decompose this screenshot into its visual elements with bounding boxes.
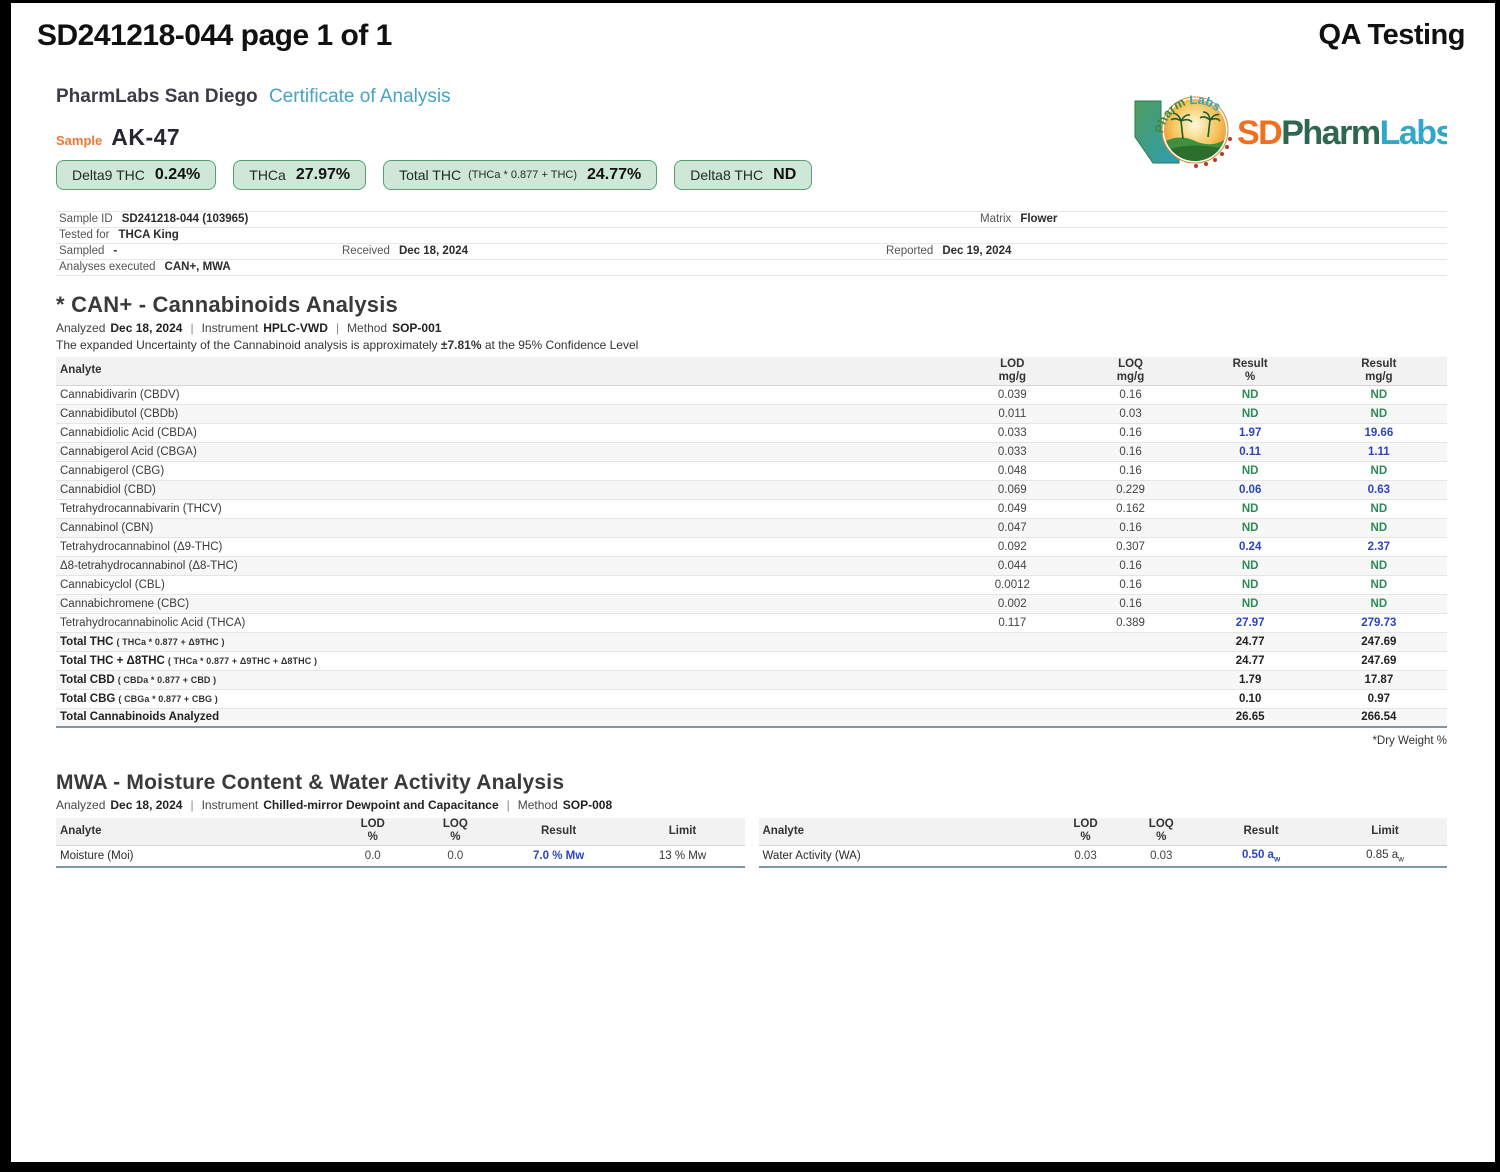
total-label: Total CBD xyxy=(60,673,115,686)
badge-value: 27.97% xyxy=(295,166,351,183)
table-header-cell xyxy=(414,818,497,845)
mwa-section-title: MWA - Moisture Content & Water Activity Analysis xyxy=(56,771,565,794)
total-label-cell xyxy=(56,689,953,708)
lod-cell: 0.047 xyxy=(953,518,1071,537)
analyte-cell: Cannabidivarin (CBDV) xyxy=(56,385,953,404)
total-formula: ( CBDa * 0.877 + CBD ) xyxy=(117,674,217,685)
result-pct-cell: ND xyxy=(1190,556,1311,575)
content xyxy=(56,86,1447,868)
header-line1: Result xyxy=(1243,824,1279,837)
total-label: Total CBG xyxy=(60,692,116,705)
mwa-moisture-table xyxy=(56,818,745,868)
total-formula: ( THCa * 0.877 + Δ9THC ) xyxy=(116,636,225,647)
result-pct-cell: 0.11 xyxy=(1190,442,1311,461)
header-line1: Analyte xyxy=(60,824,102,837)
meta-value: Dec 18, 2024 xyxy=(110,798,183,812)
info-pair xyxy=(56,228,179,243)
limit-cell: 0.85 $a_w$ xyxy=(1323,845,1447,867)
analyte-cell: Cannabichromene (CBC) xyxy=(56,594,953,613)
analyte-cell: Cannabigerol (CBG) xyxy=(56,461,953,480)
sample-row xyxy=(56,124,1447,151)
table-row xyxy=(56,594,1447,613)
total-label-cell xyxy=(56,708,953,727)
header-line2: mg/g xyxy=(998,370,1027,383)
totals-row xyxy=(56,708,1447,727)
result-pct-cell: ND xyxy=(1190,594,1311,613)
info-label: Tested for xyxy=(59,229,110,241)
result-pct-cell: 26.65 xyxy=(1190,708,1311,727)
table-row xyxy=(56,537,1447,556)
meta-label: Analyzed xyxy=(56,321,106,335)
lod-cell xyxy=(953,708,1071,727)
totals-row xyxy=(56,689,1447,708)
table-row xyxy=(56,423,1447,442)
lod-cell xyxy=(953,689,1071,708)
table-row xyxy=(56,575,1447,594)
table-row xyxy=(56,385,1447,404)
analyte-cell: Cannabicyclol (CBL) xyxy=(56,575,953,594)
table-header-cell xyxy=(331,818,414,845)
totals-row xyxy=(56,670,1447,689)
badge-label: Total THC xyxy=(399,167,462,183)
meta-label: Instrument xyxy=(201,321,259,335)
qa-testing-label: QA Testing xyxy=(1318,19,1465,51)
result-pct-cell: ND xyxy=(1190,404,1311,423)
analyte-cell: Cannabidibutol (CBDb) xyxy=(56,404,953,423)
logo-wordmark: SDPharmLabs xyxy=(1237,114,1447,152)
header-line1: LOQ xyxy=(1118,357,1143,370)
result-mg-cell: 19.66 xyxy=(1311,423,1447,442)
lod-cell: 0.0 xyxy=(331,845,414,867)
result-mg-cell: 1.11 xyxy=(1311,442,1447,461)
cannabinoids-table-head xyxy=(56,357,1447,385)
badge-label: Delta9 THC xyxy=(72,167,145,183)
result-mg-cell: 266.54 xyxy=(1311,708,1447,727)
table-row xyxy=(56,442,1447,461)
thc-badge xyxy=(674,160,812,190)
result-pct-cell: 24.77 xyxy=(1190,651,1311,670)
lod-cell xyxy=(953,651,1071,670)
header-line1: Result xyxy=(1232,357,1268,370)
loq-cell: 0.162 xyxy=(1071,499,1189,518)
header-line2: % xyxy=(450,831,461,844)
lod-cell: 0.011 xyxy=(953,404,1071,423)
uncertainty-note xyxy=(56,338,1447,352)
header-line2: % xyxy=(1156,831,1167,844)
badge-label: THCa xyxy=(249,167,286,183)
result-pct-cell: 0.24 xyxy=(1190,537,1311,556)
cannabinoids-table-body xyxy=(56,385,1447,727)
loq-cell: 0.16 xyxy=(1071,461,1189,480)
cannabinoids-section-title: * CAN+ - Cannabinoids Analysis xyxy=(56,292,398,317)
emblem-labs-text: Labs xyxy=(1188,92,1224,114)
sample-info-row xyxy=(56,260,1447,276)
loq-cell xyxy=(1071,708,1189,727)
table-header-cell xyxy=(1048,818,1124,845)
meta-value: HPLC-VWD xyxy=(263,321,328,335)
lod-cell: 0.039 xyxy=(953,385,1071,404)
lod-cell: 0.092 xyxy=(953,537,1071,556)
info-value: THCA King xyxy=(118,229,179,241)
result-mg-cell: ND xyxy=(1311,575,1447,594)
info-value: Dec 18, 2024 xyxy=(398,245,469,257)
badge-label: Delta8 THC xyxy=(690,167,764,183)
header-line1: LOD xyxy=(1073,818,1098,831)
thc-badge xyxy=(233,160,366,190)
loq-cell: 0.16 xyxy=(1071,442,1189,461)
loq-cell xyxy=(1071,670,1189,689)
loq-cell xyxy=(1071,689,1189,708)
header-line2: mg/g xyxy=(1116,370,1145,383)
loq-cell: 0.307 xyxy=(1071,537,1189,556)
sample-info-row xyxy=(56,212,1447,228)
header-line1: Result xyxy=(541,824,577,837)
lod-cell xyxy=(953,632,1071,651)
result-pct-cell: 1.97 xyxy=(1190,423,1311,442)
table-row xyxy=(56,556,1447,575)
sample-label: Sample xyxy=(56,133,103,148)
header-line1: LOQ xyxy=(1148,818,1174,831)
lab-row xyxy=(56,86,1447,108)
lod-cell xyxy=(953,670,1071,689)
badge-value: ND xyxy=(773,166,797,183)
thc-badge xyxy=(383,160,657,190)
sample-info-row xyxy=(56,244,1447,260)
doc-title: SD241218-044 page 1 of 1 xyxy=(37,19,392,52)
lod-cell: 0.069 xyxy=(953,480,1071,499)
totals-row xyxy=(56,651,1447,670)
loq-cell: 0.16 xyxy=(1071,518,1189,537)
thc-badge xyxy=(56,160,216,190)
table-header-cell xyxy=(1071,357,1189,385)
meta-label: Instrument xyxy=(201,798,259,812)
loq-cell: 0.16 xyxy=(1071,423,1189,442)
info-label: Sampled xyxy=(59,245,105,257)
loq-cell xyxy=(1071,632,1189,651)
header-line1: LOD xyxy=(360,818,385,831)
analyte-cell: Cannabidiol (CBD) xyxy=(56,480,953,499)
analyte-cell: Cannabinol (CBN) xyxy=(56,518,953,537)
analyte-cell: Tetrahydrocannabinolic Acid (THCA) xyxy=(56,613,953,632)
meta-value: Dec 18, 2024 xyxy=(110,321,183,335)
info-pair xyxy=(56,244,117,259)
loq-cell: 0.16 xyxy=(1071,594,1189,613)
meta-separator: | xyxy=(506,798,510,812)
result-pct-cell: ND xyxy=(1190,575,1311,594)
info-value: Dec 19, 2024 xyxy=(942,245,1012,257)
result-cell: 0.50 $a_w$ xyxy=(1199,845,1323,867)
info-value: Flower xyxy=(1020,213,1058,225)
analyte-cell: Cannabidiolic Acid (CBDA) xyxy=(56,423,953,442)
meta-separator: | xyxy=(335,321,340,335)
meta-separator: | xyxy=(190,798,194,812)
total-label: Total Cannabinoids Analyzed xyxy=(60,711,220,724)
result-mg-cell: 0.97 xyxy=(1311,689,1447,708)
table-header-cell xyxy=(1190,357,1311,385)
info-label: Sample ID xyxy=(59,213,113,225)
lab-name: PharmLabs San Diego xyxy=(56,86,258,107)
result-pct-cell: 24.77 xyxy=(1190,632,1311,651)
badge-value: 24.77% xyxy=(587,166,642,183)
table-row xyxy=(56,461,1447,480)
info-pair xyxy=(339,244,468,259)
table-row xyxy=(56,845,745,867)
analyte-cell: Water Activity (WA) xyxy=(759,845,1048,867)
result-pct-cell: ND xyxy=(1190,385,1311,404)
mwa-water-activity-table xyxy=(759,818,1448,868)
loq-cell: 0.0 xyxy=(414,845,497,867)
loq-cell: 0.03 xyxy=(1123,845,1199,867)
lod-cell: 0.117 xyxy=(953,613,1071,632)
lod-cell: 0.0012 xyxy=(953,575,1071,594)
limit-cell: 13 % Mw xyxy=(621,845,745,867)
table-header-cell xyxy=(56,357,953,385)
result-pct-cell: 0.10 xyxy=(1190,689,1311,708)
lod-cell: 0.048 xyxy=(953,461,1071,480)
info-label: Matrix xyxy=(980,213,1012,225)
info-pair xyxy=(56,212,248,227)
total-formula: ( CBGa * 0.877 + CBG ) xyxy=(118,693,218,704)
analyte-cell: Cannabigerol Acid (CBGA) xyxy=(56,442,953,461)
result-mg-cell: ND xyxy=(1311,404,1447,423)
header-line1: Analyte xyxy=(762,824,805,837)
lod-cell: 0.033 xyxy=(953,442,1071,461)
lod-cell: 0.049 xyxy=(953,499,1071,518)
loq-cell xyxy=(1071,651,1189,670)
total-label-cell xyxy=(56,632,953,651)
total-label-cell xyxy=(56,670,953,689)
meta-value: SOP-001 xyxy=(392,321,442,335)
result-pct-cell: 27.97 xyxy=(1190,613,1311,632)
info-label: Received xyxy=(342,245,390,257)
table-row xyxy=(56,404,1447,423)
result-mg-cell: 2.37 xyxy=(1311,537,1447,556)
info-pair xyxy=(977,212,1057,227)
header-line2: % xyxy=(1080,831,1091,844)
meta-value: SOP-008 xyxy=(562,798,613,812)
sample-info-row xyxy=(56,228,1447,244)
header-line2: % xyxy=(367,831,378,844)
info-label: Reported xyxy=(886,245,934,257)
uncertainty-prefix: The expanded Uncertainty of the Cannabinoid analysis is approximately xyxy=(56,338,441,352)
result-mg-cell: ND xyxy=(1311,499,1447,518)
table-header-row xyxy=(759,818,1448,845)
info-label: Analyses executed xyxy=(59,261,156,273)
table-header-cell xyxy=(1323,818,1447,845)
result-mg-cell: ND xyxy=(1311,385,1447,404)
table-header-cell xyxy=(953,357,1071,385)
uncertainty-suffix: at the 95% Confidence Level xyxy=(481,338,639,352)
table-header-row xyxy=(56,357,1447,385)
uncertainty-value: ±7.81% xyxy=(440,338,482,352)
result-mg-cell: 247.69 xyxy=(1311,651,1447,670)
header-line1: Analyte xyxy=(60,364,102,377)
table-header-cell xyxy=(759,818,1048,845)
header-line2: % xyxy=(1245,370,1256,383)
info-value: SD241218-044 (103965) xyxy=(121,213,249,225)
total-label: Total THC + Δ8THC xyxy=(60,654,165,667)
table-row xyxy=(56,518,1447,537)
cannabinoids-table xyxy=(56,357,1447,728)
coa-page xyxy=(11,3,1495,1162)
title-row xyxy=(11,3,1495,53)
info-pair xyxy=(883,244,1011,259)
analyte-cell: Moisture (Moi) xyxy=(56,845,331,867)
mwa-meta xyxy=(56,798,1447,812)
loq-cell: 0.16 xyxy=(1071,556,1189,575)
loq-cell: 0.16 xyxy=(1071,575,1189,594)
dry-weight-footnote: *Dry Weight % xyxy=(1372,735,1447,747)
sample-info-table xyxy=(56,211,1447,276)
meta-separator: | xyxy=(190,321,194,335)
badge-row xyxy=(56,160,1447,190)
doc-type: Certificate of Analysis xyxy=(268,86,451,107)
lod-cell: 0.033 xyxy=(953,423,1071,442)
header-line1: LOQ xyxy=(442,818,468,831)
loq-cell: 0.229 xyxy=(1071,480,1189,499)
lod-cell: 0.002 xyxy=(953,594,1071,613)
result-pct-cell: 1.79 xyxy=(1190,670,1311,689)
table-header-cell xyxy=(497,818,621,845)
table-header-row xyxy=(56,818,745,845)
result-mg-cell: 17.87 xyxy=(1311,670,1447,689)
result-pct-cell: ND xyxy=(1190,499,1311,518)
meta-value: Chilled-mirror Dewpoint and Capacitance xyxy=(263,798,499,812)
meta-label: Method xyxy=(347,321,388,335)
table-header-cell xyxy=(1199,818,1323,845)
header-line1: LOD xyxy=(1000,357,1025,370)
result-mg-cell: 279.73 xyxy=(1311,613,1447,632)
table-row xyxy=(759,845,1448,867)
analyte-cell: Tetrahydrocannabinol (Δ9-THC) xyxy=(56,537,953,556)
table-row xyxy=(56,613,1447,632)
meta-label: Method xyxy=(517,798,558,812)
result-pct-cell: 0.06 xyxy=(1190,480,1311,499)
total-formula: ( THCa * 0.877 + Δ9THC + Δ8THC ) xyxy=(167,655,318,666)
info-value: CAN+, MWA xyxy=(164,261,231,273)
meta-label: Analyzed xyxy=(56,798,106,812)
result-mg-cell: ND xyxy=(1311,518,1447,537)
result-cell: 7.0 % Mw xyxy=(497,845,621,867)
lod-cell: 0.044 xyxy=(953,556,1071,575)
table-header-cell xyxy=(56,818,331,845)
header-line1: Result xyxy=(1361,357,1397,370)
result-mg-cell: 247.69 xyxy=(1311,632,1447,651)
mwa-tables xyxy=(56,818,1447,868)
header-line1: Limit xyxy=(668,824,697,837)
info-value: - xyxy=(113,245,118,257)
header-line2: mg/g xyxy=(1365,370,1393,383)
sample-name: AK-47 xyxy=(111,124,181,150)
table-header-cell xyxy=(621,818,745,845)
result-mg-cell: 0.63 xyxy=(1311,480,1447,499)
table-row xyxy=(56,480,1447,499)
badge-value: 0.24% xyxy=(154,166,201,183)
table-row xyxy=(56,499,1447,518)
lod-cell: 0.03 xyxy=(1048,845,1124,867)
result-mg-cell: ND xyxy=(1311,556,1447,575)
badge-formula: (THCa * 0.877 + THC) xyxy=(468,169,577,181)
result-mg-cell: ND xyxy=(1311,461,1447,480)
emblem-pharm-text: Pharm xyxy=(1152,95,1188,135)
table-header-cell xyxy=(1311,357,1447,385)
total-label: Total THC xyxy=(60,635,114,648)
analyte-cell: Δ8-tetrahydrocannabinol (Δ8-THC) xyxy=(56,556,953,575)
header-line1: Limit xyxy=(1371,824,1399,837)
result-pct-cell: ND xyxy=(1190,461,1311,480)
cannabinoids-meta xyxy=(56,321,1447,335)
loq-cell: 0.03 xyxy=(1071,404,1189,423)
loq-cell: 0.389 xyxy=(1071,613,1189,632)
total-label-cell xyxy=(56,651,953,670)
table-header-cell xyxy=(1123,818,1199,845)
loq-cell: 0.16 xyxy=(1071,385,1189,404)
analyte-cell: Tetrahydrocannabivarin (THCV) xyxy=(56,499,953,518)
info-pair xyxy=(56,260,231,275)
result-mg-cell: ND xyxy=(1311,594,1447,613)
result-pct-cell: ND xyxy=(1190,518,1311,537)
totals-row xyxy=(56,632,1447,651)
